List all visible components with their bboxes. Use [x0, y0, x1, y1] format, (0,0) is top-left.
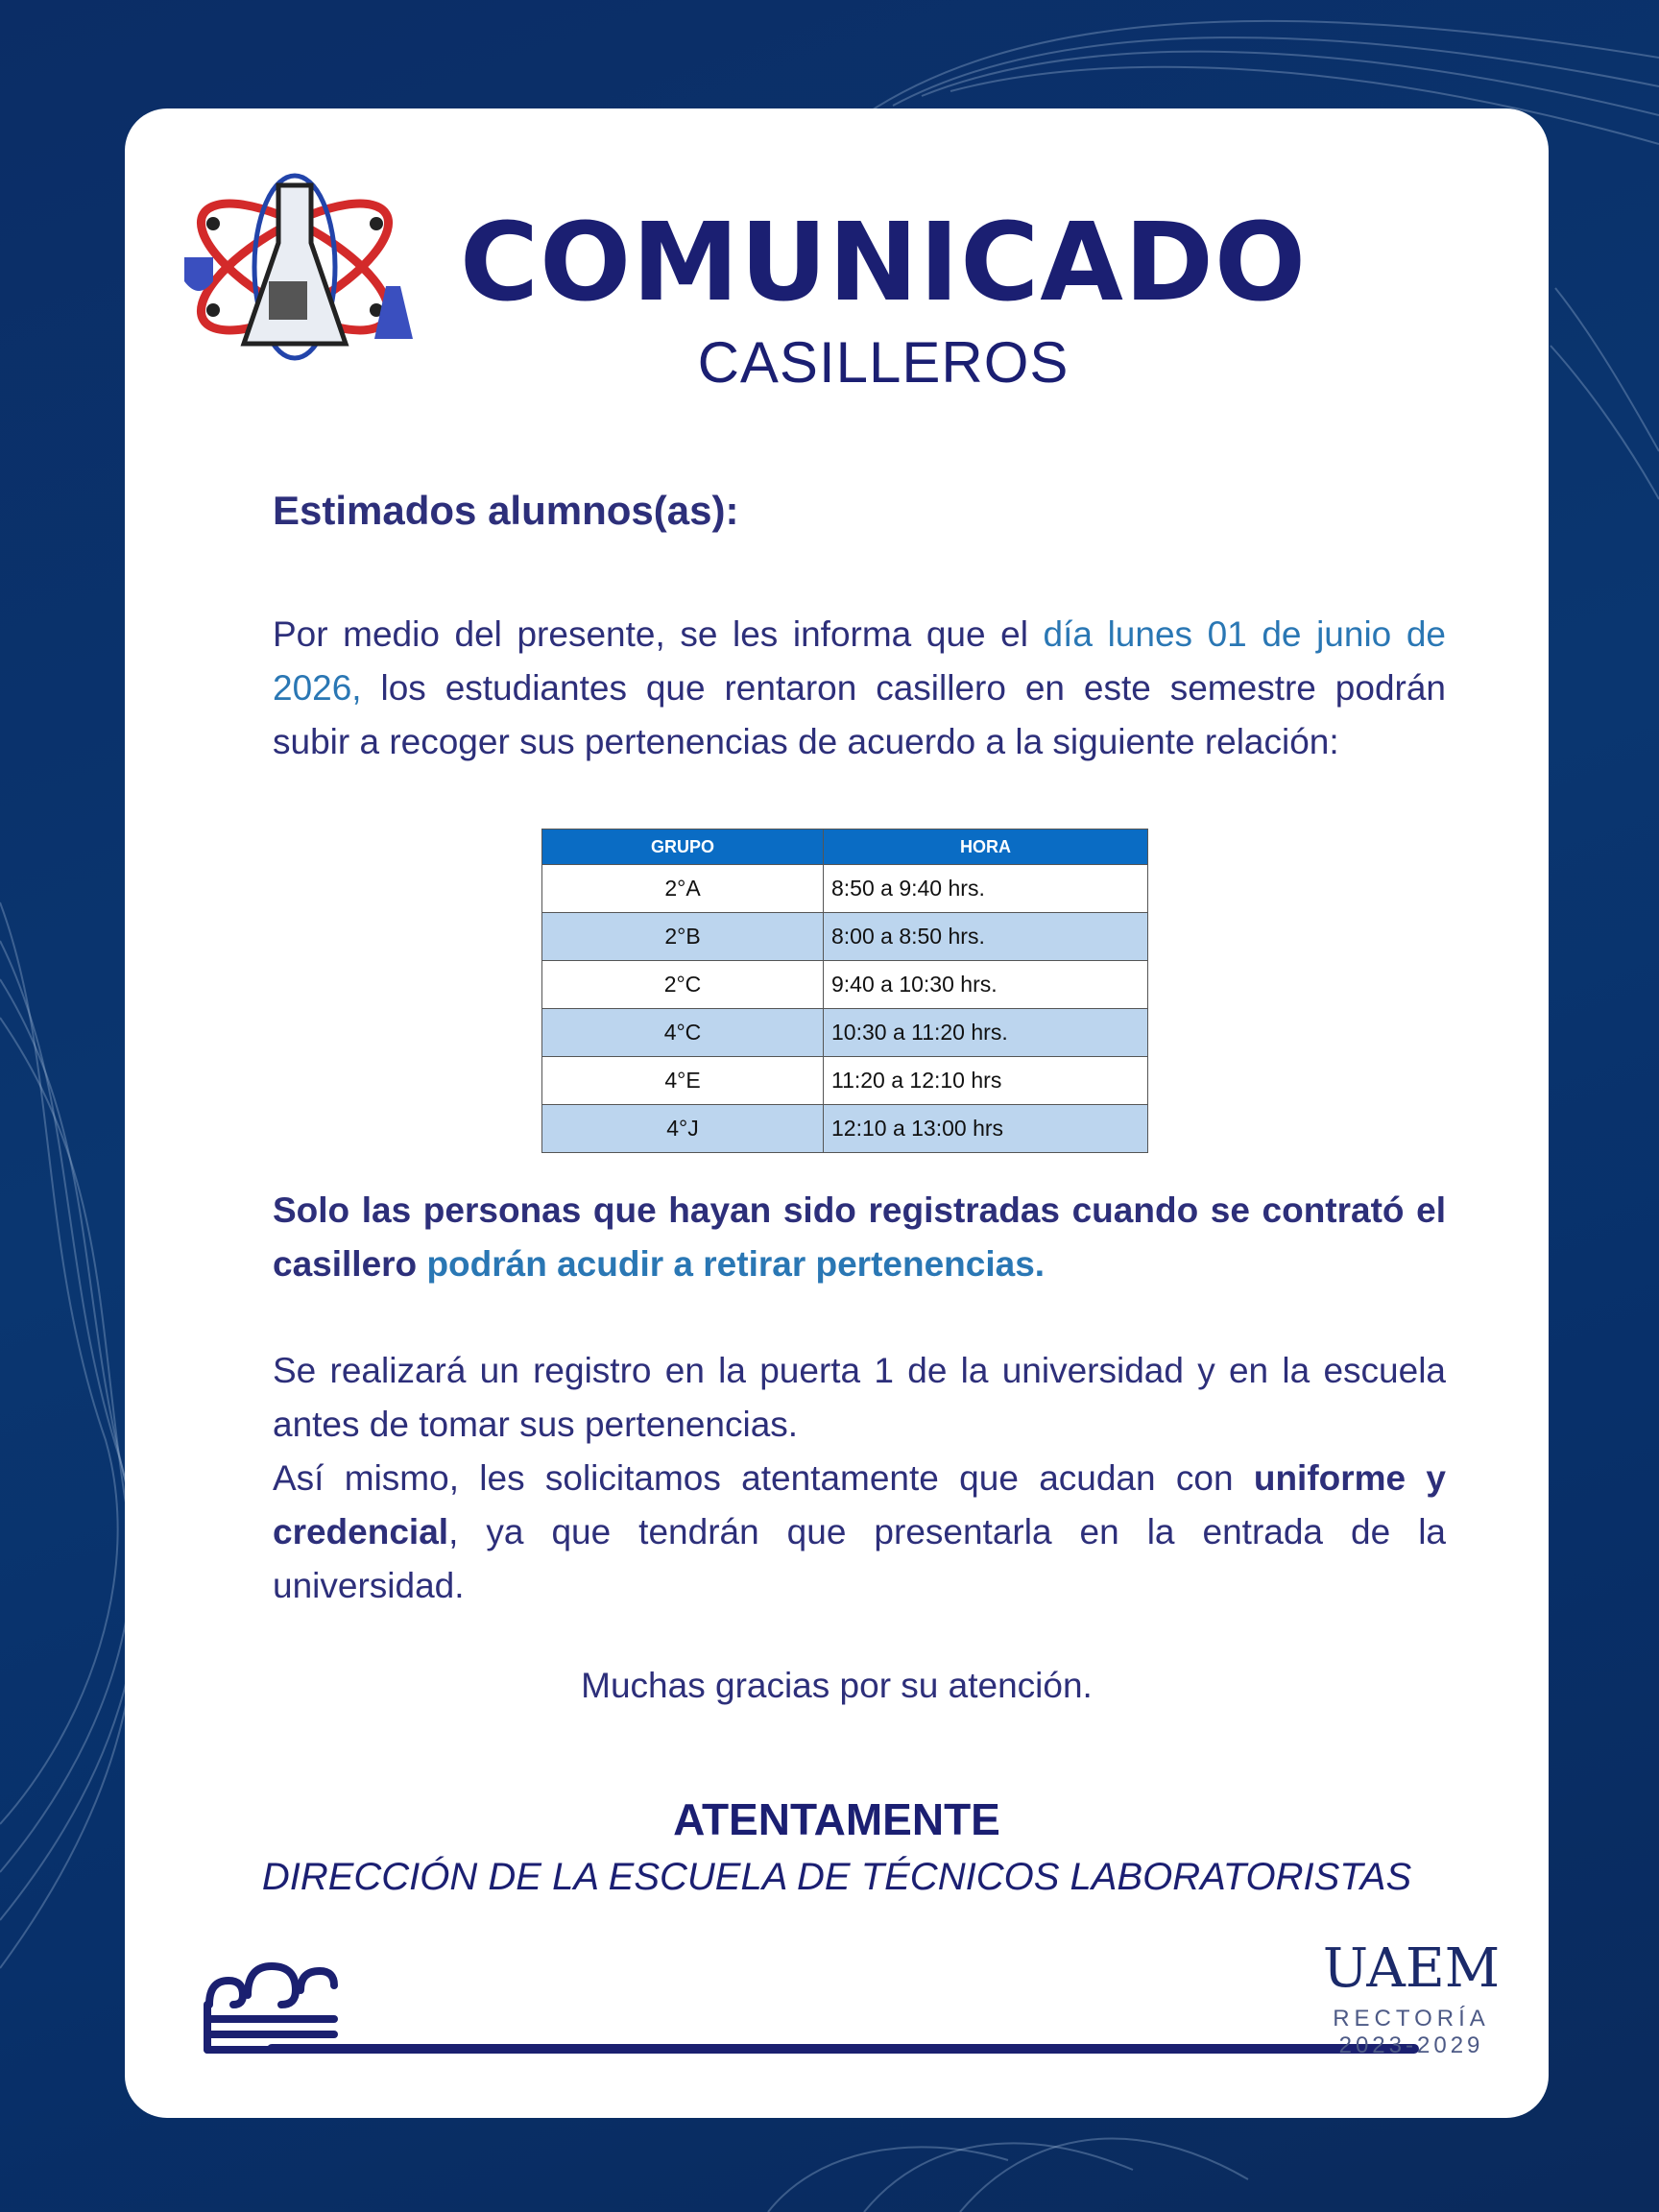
page-subtitle: CASILLEROS — [697, 330, 1070, 395]
grupo-cell: 2°A — [542, 865, 824, 913]
hora-cell: 11:20 a 12:10 hrs — [824, 1057, 1148, 1105]
table-row — [542, 865, 1148, 913]
registration-notice — [273, 1184, 1446, 1291]
date-highlight: día lunes 01 de junio de 2026, — [273, 614, 1446, 708]
uniform-credential: uniforme y credencial — [273, 1458, 1446, 1551]
grupo-cell: 2°B — [542, 913, 824, 961]
page-title: COMUNICADO — [459, 201, 1308, 325]
uaem-name: UAEM — [1322, 1937, 1501, 2000]
header-hora: HORA — [824, 830, 1148, 865]
table-row — [542, 913, 1148, 961]
table-row — [542, 1057, 1148, 1105]
uaem-logo — [1320, 1937, 1503, 2059]
request-text-end: , ya que tendrán que presentarla en la entrada de la universidad. — [273, 1512, 1446, 1605]
thanks-text: Muchas gracias por su atención. — [581, 1666, 1093, 1705]
hora-cell: 12:10 a 13:00 hrs — [824, 1105, 1148, 1153]
header-grupo: GRUPO — [542, 830, 824, 865]
grupo-cell: 4°J — [542, 1105, 824, 1153]
university-emblem-icon — [200, 1952, 344, 2057]
hora-cell: 10:30 a 11:20 hrs. — [824, 1009, 1148, 1057]
table-header-row — [542, 830, 1148, 865]
closing-title: ATENTAMENTE — [673, 1794, 1000, 1844]
footer-rule — [267, 2044, 1419, 2054]
requirements-paragraph — [273, 1344, 1446, 1613]
request-text-start: Así mismo, les solicitamos atentamente que acudan con — [273, 1458, 1254, 1498]
intro-text-end: los estudiantes que rentaron casillero en este semestre podrán subir a recoger sus pertenencias de acuerdo a la siguiente relación: — [273, 668, 1446, 761]
hora-cell: 9:40 a 10:30 hrs. — [824, 961, 1148, 1009]
grupo-cell: 4°E — [542, 1057, 824, 1105]
greeting: Estimados alumnos(as): — [273, 488, 739, 533]
notice-card — [125, 108, 1549, 2118]
registration-highlight: podrán acudir a retirar pertenencias. — [426, 1244, 1046, 1284]
schedule-table — [541, 829, 1148, 1153]
intro-text-start: Por medio del presente, se les informa que el — [273, 614, 1044, 654]
registry-text: Se realizará un registro en la puerta 1 de la universidad y en la escuela antes de tomar sus pertenencias. — [273, 1351, 1446, 1444]
uaem-rectoria: RECTORÍA — [1333, 2006, 1490, 2032]
hora-cell: 8:50 a 9:40 hrs. — [824, 865, 1148, 913]
hora-cell: 8:00 a 8:50 hrs. — [824, 913, 1148, 961]
table-row — [542, 1009, 1148, 1057]
intro-paragraph — [273, 608, 1446, 769]
grupo-cell: 4°C — [542, 1009, 824, 1057]
lab-school-logo — [175, 166, 415, 368]
table-row — [542, 1105, 1148, 1153]
table-row — [542, 961, 1148, 1009]
uaem-years: 2023-2029 — [1338, 2032, 1484, 2058]
grupo-cell: 2°C — [542, 961, 824, 1009]
registration-text: Solo las personas que hayan sido registradas cuando se contrató el casillero — [273, 1190, 1446, 1284]
signature-direction: DIRECCIÓN DE LA ESCUELA DE TÉCNICOS LABORATORISTAS — [261, 1856, 1412, 1898]
